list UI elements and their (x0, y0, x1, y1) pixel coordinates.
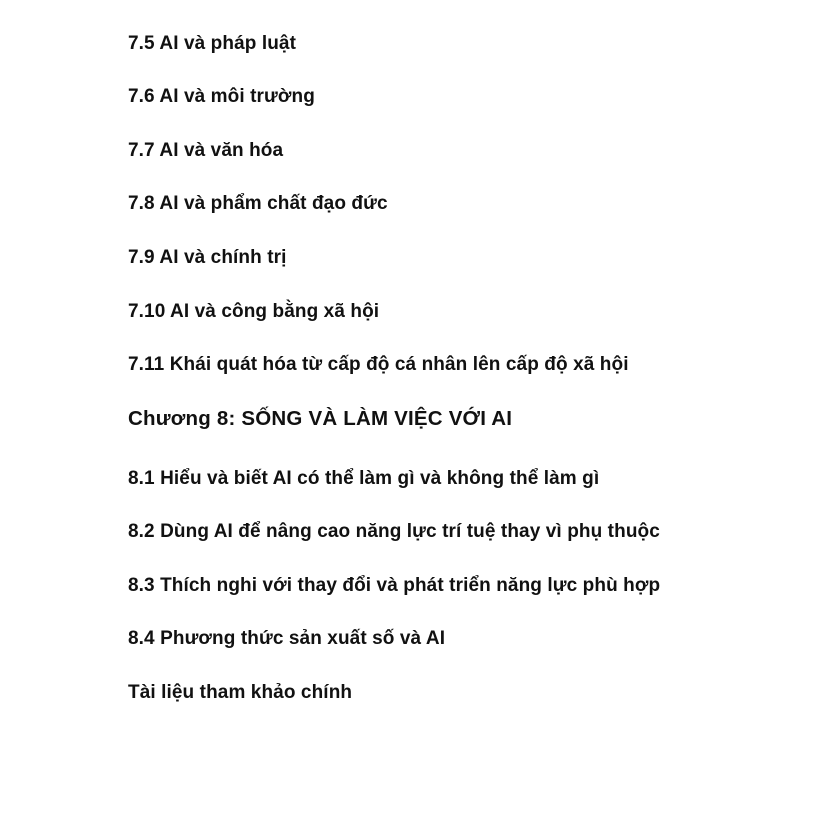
toc-item-8-1: 8.1 Hiểu và biết AI có thể làm gì và không thể làm gì (128, 468, 600, 489)
toc-item-7-9: 7.9 AI và chính trị (128, 247, 287, 268)
toc-item-7-7: 7.7 AI và văn hóa (128, 140, 284, 161)
toc-item-7-8: 7.8 AI và phẩm chất đạo đức (128, 193, 388, 214)
toc-item-8-4: 8.4 Phương thức sản xuất số và AI (128, 628, 446, 649)
toc-item-8-3: 8.3 Thích nghi với thay đổi và phát triển năng lực phù hợp (128, 575, 661, 596)
toc-item-7-10: 7.10 AI và công bằng xã hội (128, 301, 380, 322)
toc-chapter-8-heading: Chương 8: SỐNG VÀ LÀM VIỆC VỚI AI (128, 407, 513, 430)
toc-item-8-2: 8.2 Dùng AI để nâng cao năng lực trí tuệ thay vì phụ thuộc (128, 521, 660, 542)
toc-item-7-6: 7.6 AI và môi trường (128, 86, 315, 107)
toc-item-7-5: 7.5 AI và pháp luật (128, 33, 297, 54)
toc-item-references: Tài liệu tham khảo chính (128, 682, 353, 703)
toc-item-7-11: 7.11 Khái quát hóa từ cấp độ cá nhân lên cấp độ xã hội (128, 354, 629, 375)
